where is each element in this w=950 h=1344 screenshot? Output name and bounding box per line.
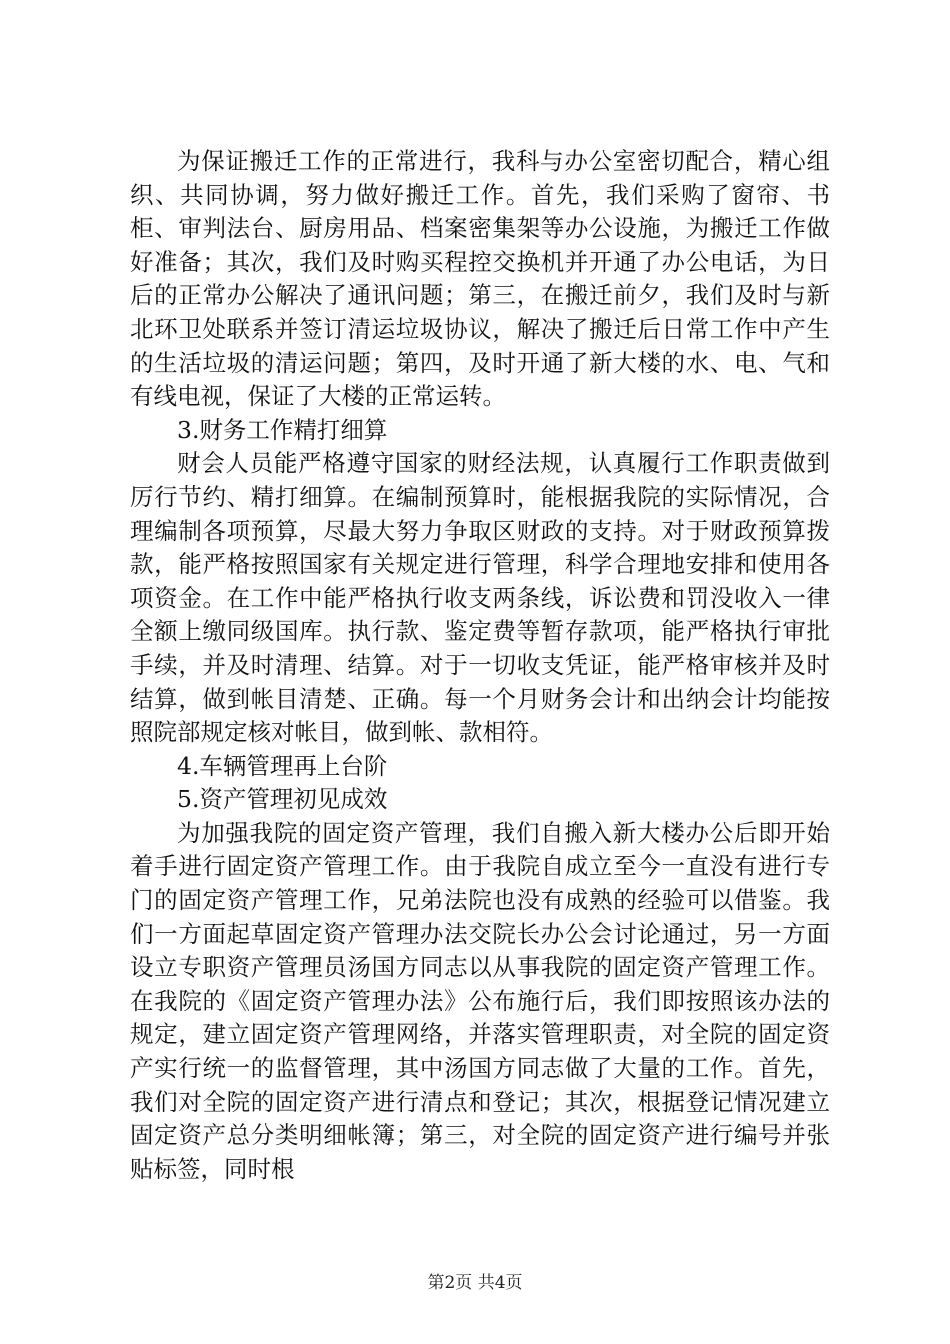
heading-assets: 5.资产管理初见成效	[177, 785, 388, 814]
heading-vehicles: 4.车辆管理再上台阶	[177, 751, 388, 780]
page-number-footer: 第2页 共4页	[427, 1273, 523, 1293]
document-body	[130, 145, 830, 1186]
heading-finance: 3.财务工作精打细算	[177, 415, 388, 444]
paragraph-finance: 财会人员能严格遵守国家的财经法规，认真履行工作职责做到厉行节约、精打细算。在编制预算时，能根据我院的实际情况，合理编制各项预算，尽最大努力争取区财政的支持。对于财政预算拨款，能严格按照国家有关规定进行管理，科学合理地安排和使用各项资金。在工作中能严格执行收支两条线，诉讼费和罚没收入一律全额上缴同级国库。执行款、鉴定费等暂存款项，能严格执行审批手续，并及时清理、结算。对于一切收支凭证，能严格审核并及时结算，做到帐目清楚、正确。每一个月财务会计和出纳会计均能按照院部规定核对帐目，做到帐、款相符。	[130, 449, 830, 747]
paragraph-relocation: 为保证搬迁工作的正常进行，我科与办公室密切配合，精心组织、共同协调，努力做好搬迁工作。首先，我们采购了窗帘、书柜、审判法台、厨房用品、档案密集架等办公设施，为搬迁工作做好准备；其次，我们及时购买程控交换机并开通了办公电话，为日后的正常办公解决了通讯问题；第三，在搬迁前夕，我们及时与新北环卫处联系并签订清运垃圾协议，解决了搬迁后日常工作中产生的生活垃圾的清运问题；第四，及时开通了新大楼的水、电、气和有线电视，保证了大楼的正常运转。	[130, 147, 830, 411]
paragraph-assets: 为加强我院的固定资产管理，我们自搬入新大楼办公后即开始着手进行固定资产管理工作。由于我院自成立至今一直没有进行专门的固定资产管理工作，兄弟法院也没有成熟的经验可以借鉴。我们一方面起草固定资产管理办法交院长办公会讨论通过，另一方面设立专职资产管理员汤国方同志以从事我院的固定资产管理工作。在我院的《固定资产管理办法》公布施行后，我们即按照该办法的规定，建立固定资产管理网络，并落实管理职责，对全院的固定资产实行统一的监督管理，其中汤国方同志做了大量的工作。首先，我们对全院的固定资产进行清点和登记；其次，根据登记情况建立固定资产总分类明细帐簿；第三，对全院的固定资产进行编号并张贴标签，同时根	[130, 818, 830, 1183]
